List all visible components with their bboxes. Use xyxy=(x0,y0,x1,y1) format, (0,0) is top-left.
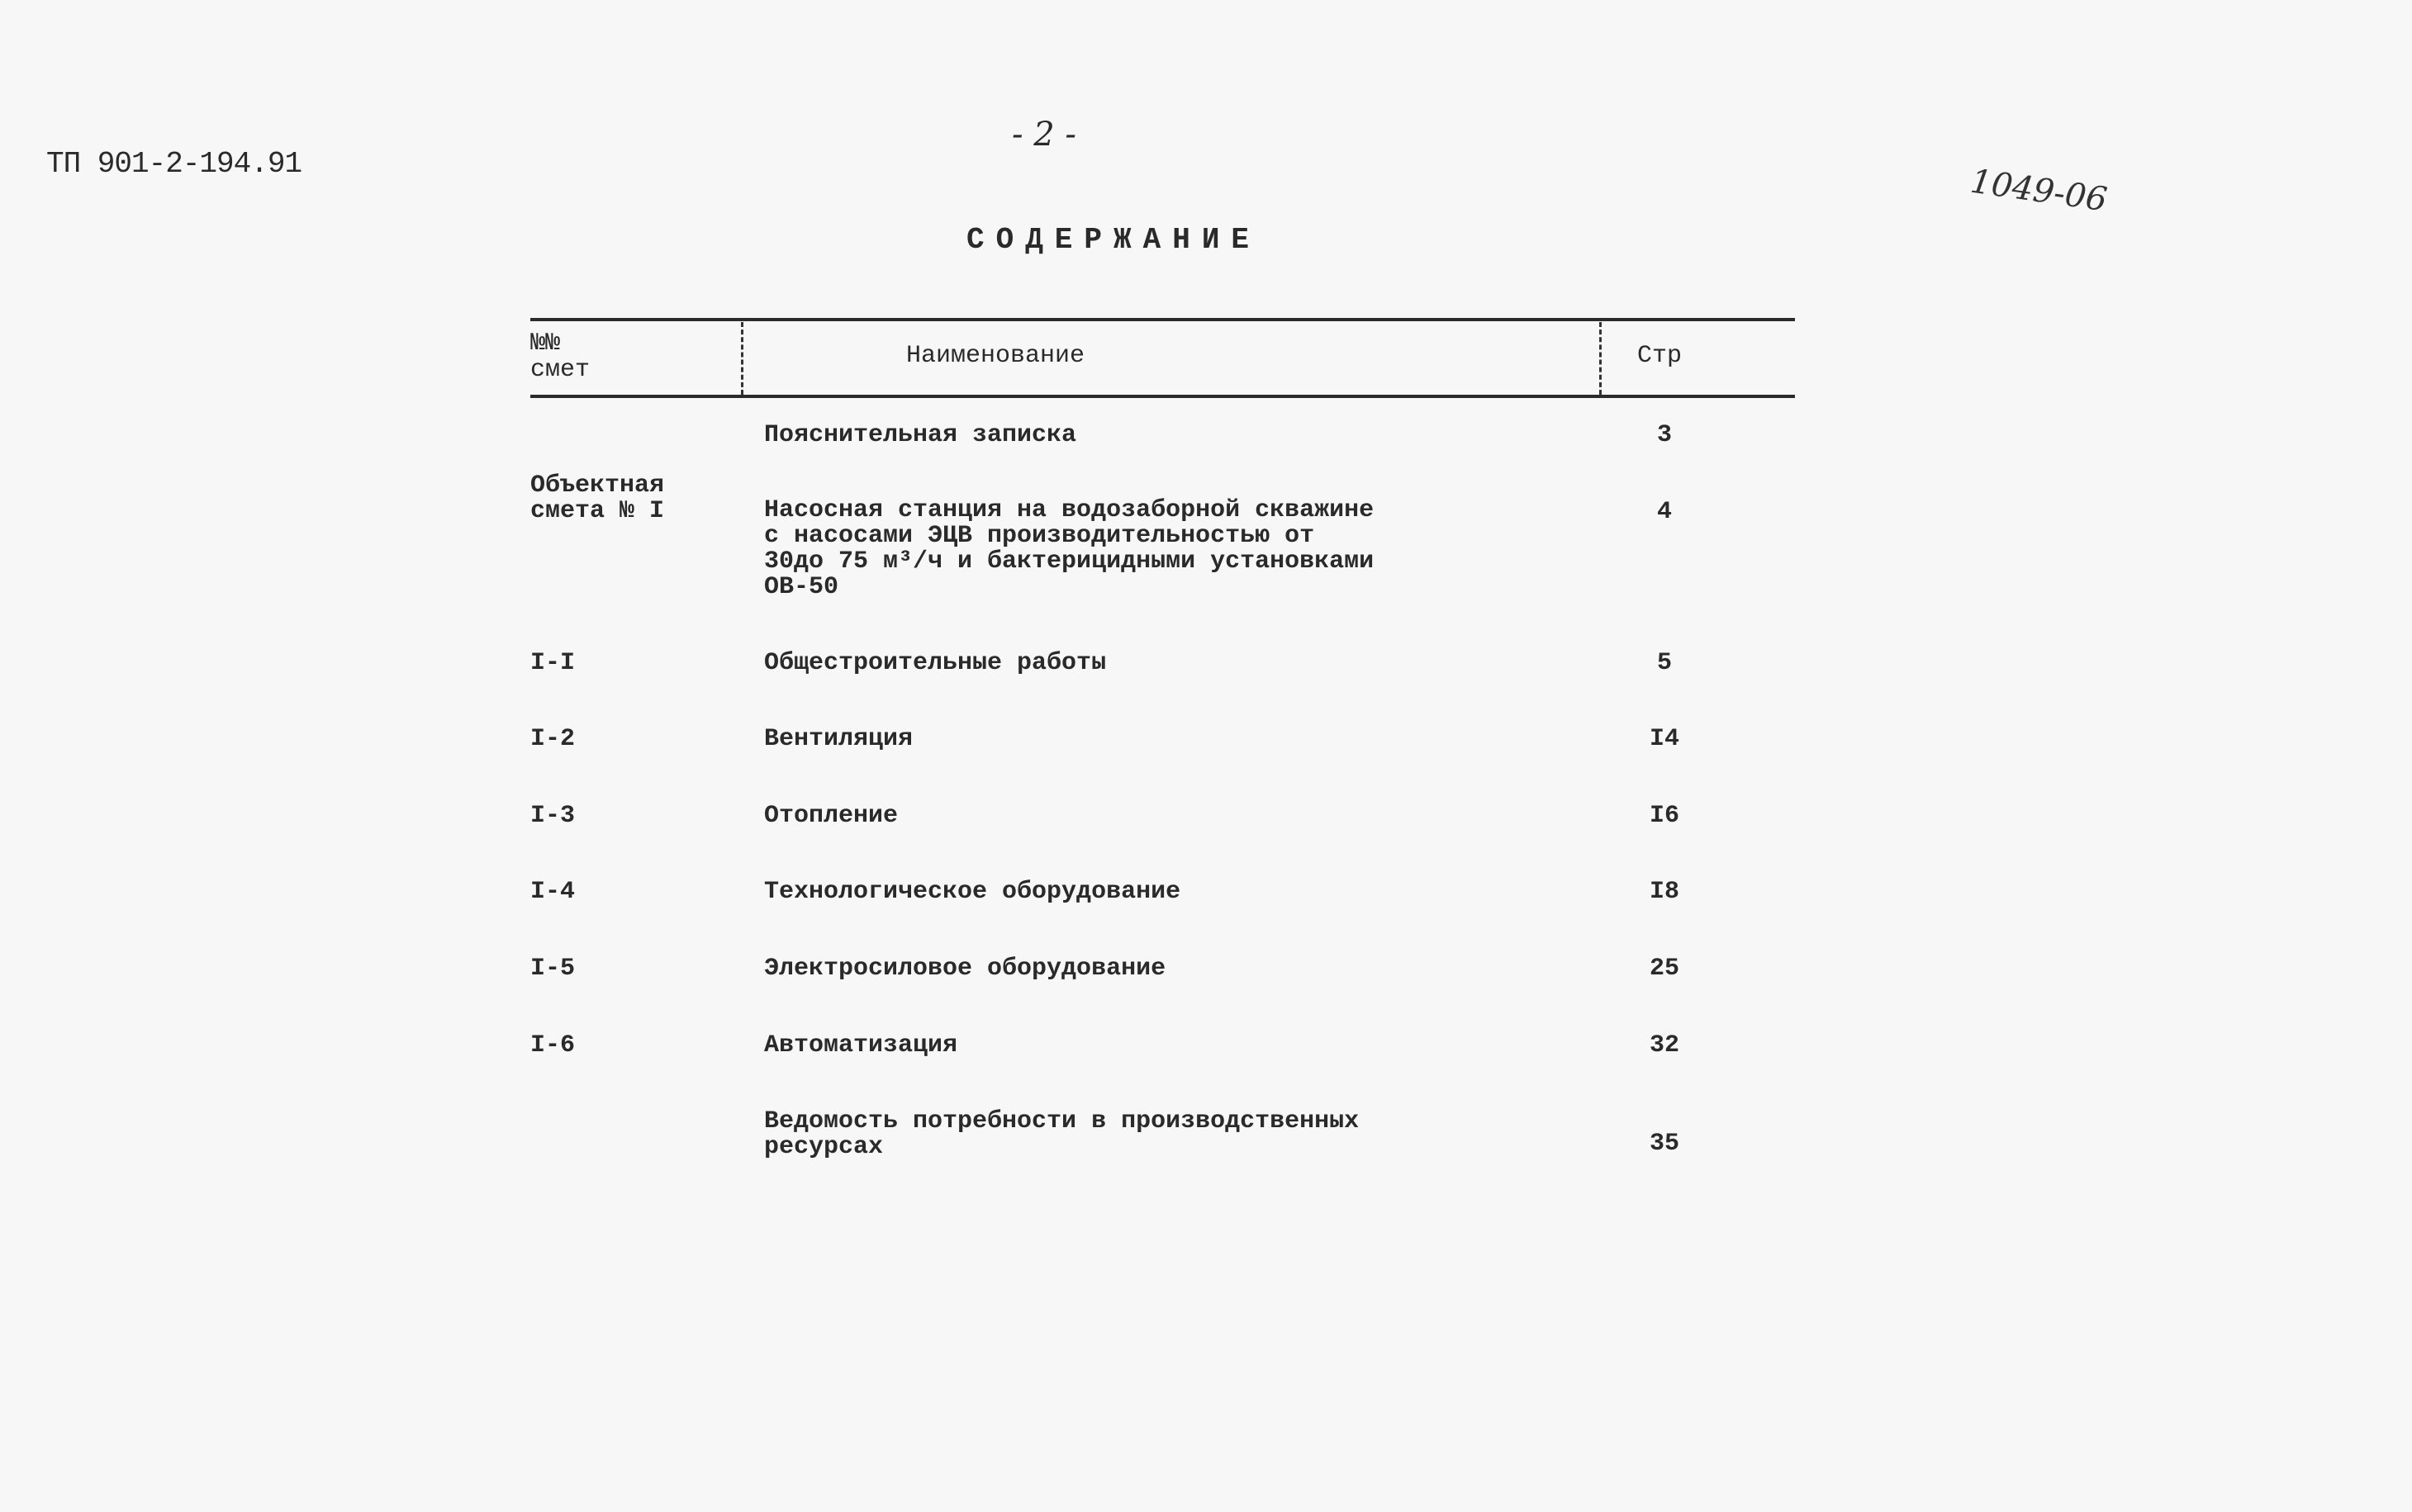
page-ref: 4 xyxy=(1656,498,1672,526)
item-name: Ведомость потребности в производственных ресурсах xyxy=(764,1107,1360,1161)
item-name: Электросиловое оборудование xyxy=(764,955,1166,983)
page-ref: I8 xyxy=(1649,878,1679,906)
page-ref: I6 xyxy=(1649,802,1679,830)
page-ref: 32 xyxy=(1649,1031,1679,1059)
estimate-number: I-I xyxy=(530,649,576,677)
table-header-rule xyxy=(530,395,1795,398)
handwritten-note: 1049-06 xyxy=(1968,162,2110,220)
document-code: ТП 901-2-194.91 xyxy=(46,147,302,181)
page-ref: 25 xyxy=(1649,955,1679,983)
item-name: Пояснительная записка xyxy=(764,421,1077,449)
estimate-number: I-3 xyxy=(530,802,576,830)
estimate-number: I-4 xyxy=(530,878,576,906)
page-ref: 3 xyxy=(1656,421,1672,449)
column-header-name: Наименование xyxy=(906,342,1085,370)
column-header-page: Стр xyxy=(1637,342,1683,370)
estimate-number: Объектная смета № I xyxy=(530,472,665,525)
column-header-number: №№ смет xyxy=(530,329,591,384)
estimate-number: I-5 xyxy=(530,955,576,983)
item-name: Отопление xyxy=(764,802,899,830)
table-top-rule xyxy=(530,318,1795,321)
page-ref: I4 xyxy=(1649,725,1679,753)
page-number: - 2 - xyxy=(1012,116,1076,154)
estimate-number: I-2 xyxy=(530,725,576,753)
page-ref: 35 xyxy=(1649,1130,1679,1158)
item-name: Технологическое оборудование xyxy=(764,878,1181,906)
page-ref: 5 xyxy=(1656,649,1672,677)
item-name: Вентиляция xyxy=(764,725,914,753)
column-divider xyxy=(1599,322,1602,395)
item-name: Насосная станция на водозаборной скважине с насосами ЭЦВ производительностью от 30до 75 м³/ч и бактерицидными установками ОВ-50 xyxy=(764,496,1375,601)
item-name: Автоматизация xyxy=(764,1031,958,1059)
estimate-number: I-6 xyxy=(530,1031,576,1059)
page-title: СОДЕРЖАНИЕ xyxy=(966,223,1261,257)
item-name: Общестроительные работы xyxy=(764,649,1107,677)
column-divider xyxy=(741,322,743,395)
